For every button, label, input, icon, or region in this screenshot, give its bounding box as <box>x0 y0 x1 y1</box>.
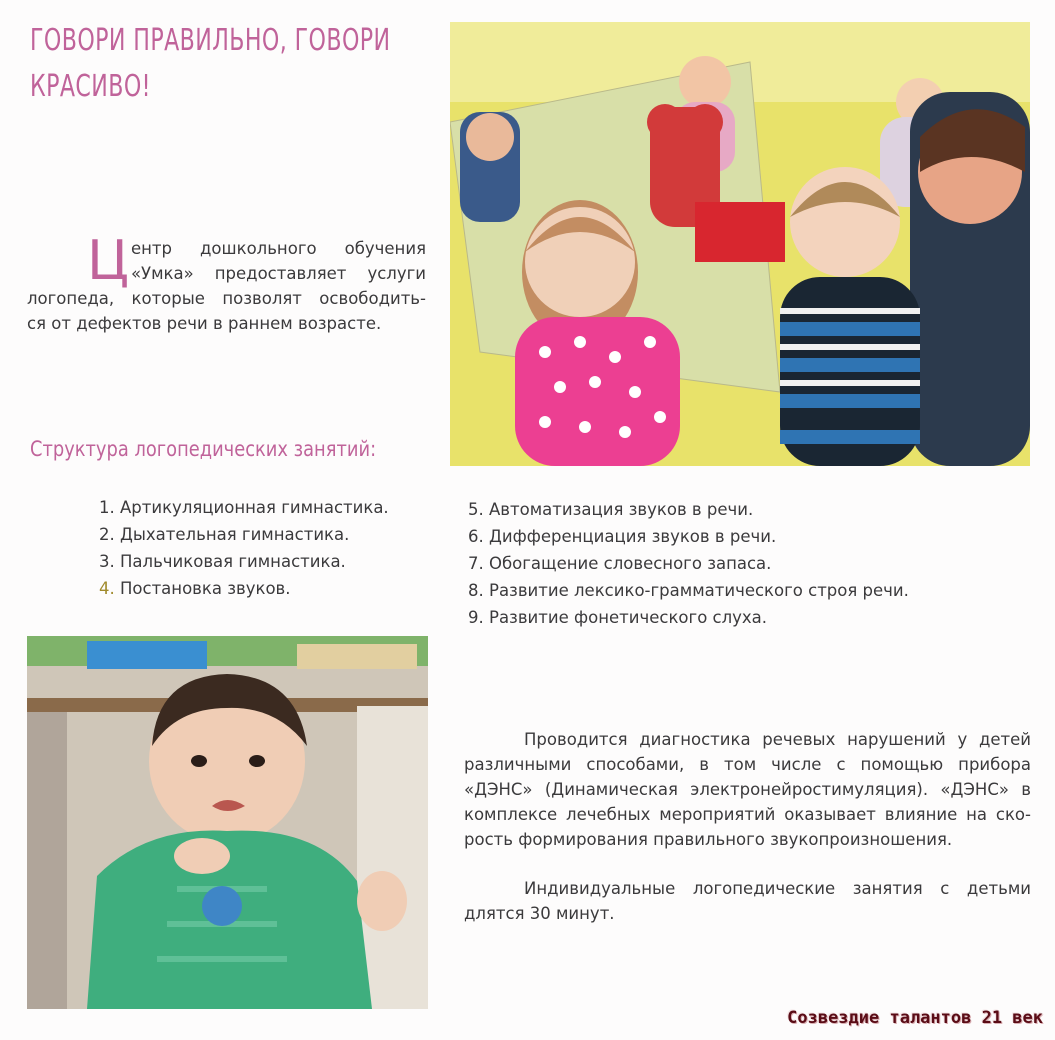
item-number: 7. <box>468 554 484 573</box>
structure-list-right <box>468 496 909 631</box>
item-number: 6. <box>468 527 484 546</box>
paragraph-line: рость формирования правильного звукопроизношения. <box>464 830 953 849</box>
item-number: 9. <box>468 608 484 627</box>
list-item <box>99 575 389 602</box>
sessions-line: длятся 30 минут. <box>464 904 615 923</box>
title-line-2: КРАСИВО! <box>30 69 151 104</box>
item-number: 5. <box>468 500 484 519</box>
diagnostics-paragraph <box>464 727 1031 926</box>
item-number: 3. <box>99 552 115 571</box>
item-text: Пальчиковая гимнастика. <box>120 552 346 571</box>
intro-line: ентр дошкольного обучения <box>130 239 426 258</box>
page-title <box>30 18 391 110</box>
structure-list-left <box>99 494 389 602</box>
item-number: 2. <box>99 525 115 544</box>
item-number: 1. <box>99 498 115 517</box>
list-item <box>99 548 389 575</box>
list-item <box>468 604 909 631</box>
item-text: Артикуляционная гимнастика. <box>120 498 389 517</box>
list-item <box>468 523 909 550</box>
list-item <box>99 521 389 548</box>
item-text: Дыхательная гимнастика. <box>120 525 350 544</box>
intro-line: ся от дефектов речи в раннем возрасте. <box>27 314 382 333</box>
paragraph-line: различными способами, в том числе с помощью прибора <box>464 755 1031 774</box>
photo-toddler-in-green-shirt <box>27 636 428 1009</box>
intro-line: «Умка» предоставляет услуги <box>130 264 426 283</box>
title-line-1: ГОВОРИ ПРАВИЛЬНО, ГОВОРИ <box>30 23 391 58</box>
item-text: Автоматизация звуков в речи. <box>489 500 754 519</box>
watermark: Созвездие талантов 21 век <box>787 1008 1043 1028</box>
paragraph-line: «ДЭНС» (Динамическая электронейростимуляция). «ДЭНС» в <box>464 780 1031 799</box>
item-text: Развитие фонетического слуха. <box>489 608 768 627</box>
item-number: 4. <box>99 579 115 598</box>
intro-line: логопеда, которые позволят освободить- <box>27 289 426 308</box>
list-item <box>468 496 909 523</box>
structure-heading: Структура логопедических занятий: <box>30 437 377 461</box>
paragraph-line: комплексе лечебных мероприятий оказывает влияние на ско- <box>464 805 1031 824</box>
list-item <box>99 494 389 521</box>
paragraph-spacer <box>464 852 1031 876</box>
list-item <box>468 550 909 577</box>
list-item <box>468 577 909 604</box>
item-text: Обогащение словесного запаса. <box>489 554 772 573</box>
item-text: Развитие лексико-грамматического строя речи. <box>489 581 909 600</box>
intro-paragraph <box>27 229 426 336</box>
dropcap-letter: Ц <box>87 229 129 292</box>
item-text: Дифференциация звуков в речи. <box>489 527 777 546</box>
item-text: Постановка звуков. <box>120 579 291 598</box>
paragraph-line: Проводится диагностика речевых нарушений у детей <box>524 730 1031 749</box>
photo-children-with-speech-therapist <box>450 22 1030 466</box>
item-number: 8. <box>468 581 484 600</box>
sessions-line: Индивидуальные логопедические занятия с детьми <box>524 879 1031 898</box>
